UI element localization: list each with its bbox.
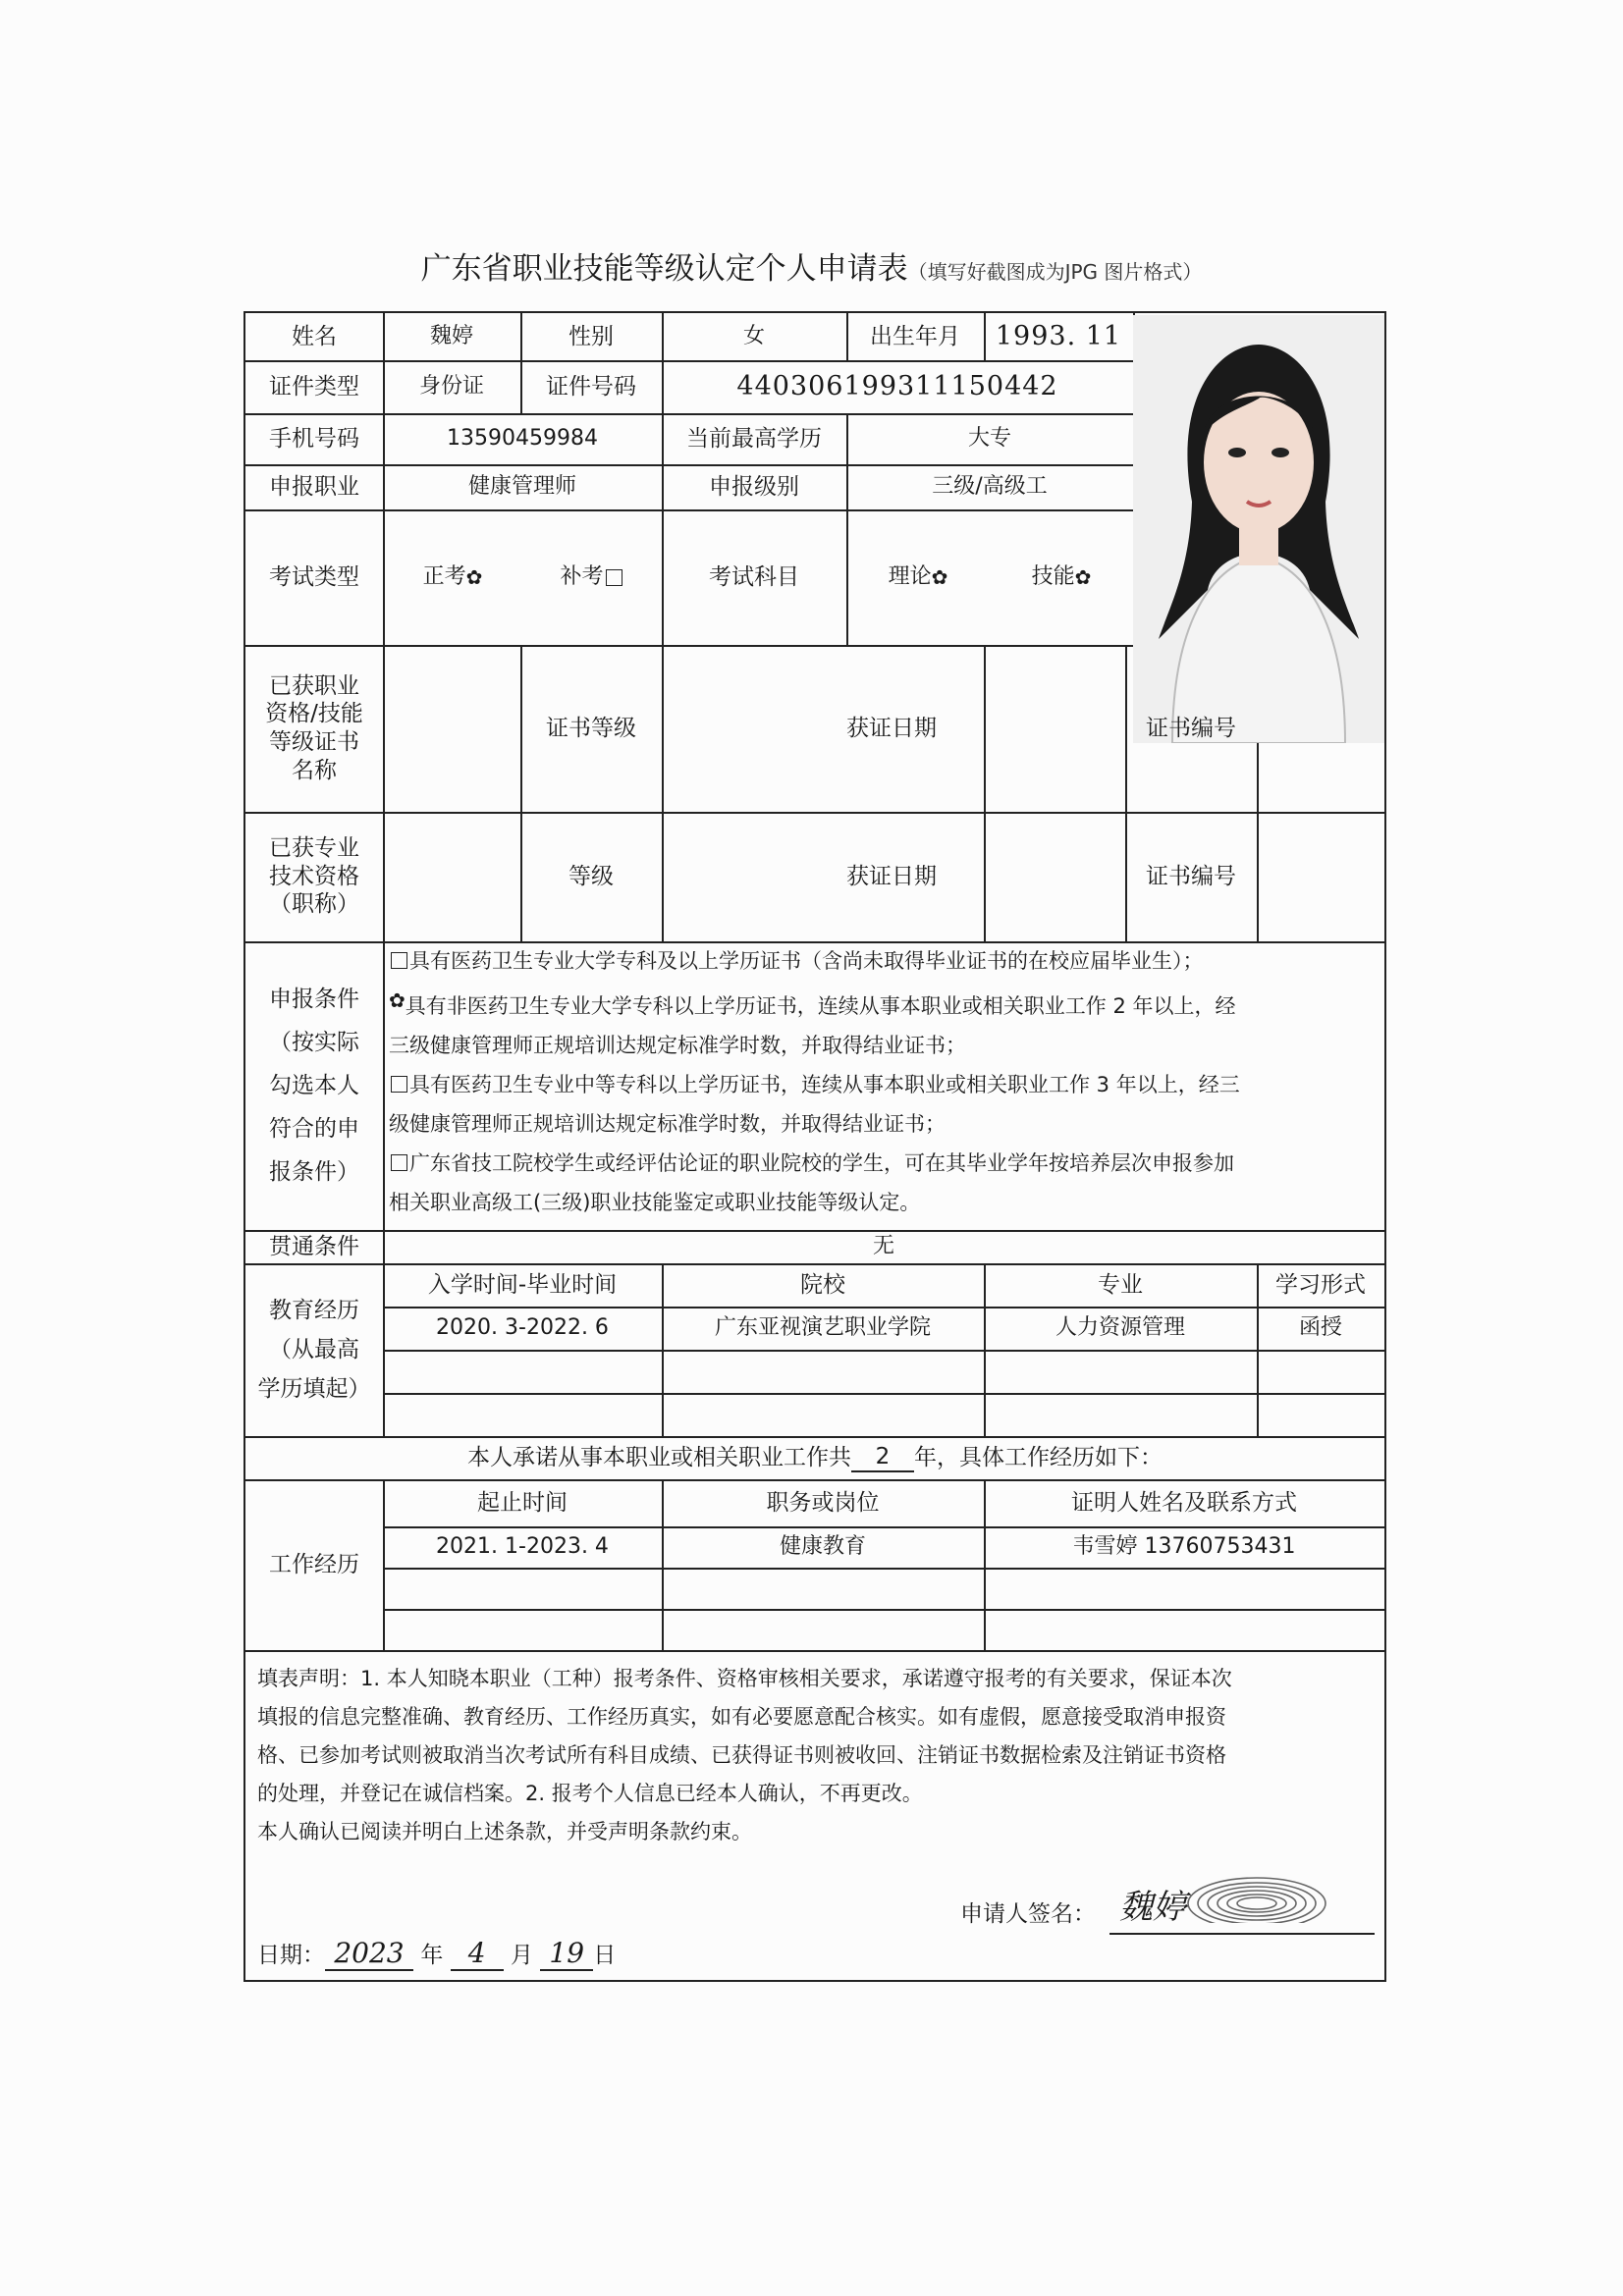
label-pro-date: 获证日期 [846, 863, 937, 889]
condition-item-4[interactable] [389, 1144, 1380, 1183]
label-id-type: 证件类型 [269, 373, 359, 400]
condition-text: 三级健康管理师正规培训达规定标准学时数，并取得结业证书； [389, 1034, 966, 1057]
label-education [245, 1263, 383, 1436]
date-year[interactable]: 2023 [325, 1937, 413, 1971]
work-row-3-period[interactable] [383, 1609, 662, 1650]
title-note: （填写好截图成为JPG 图片格式） [907, 260, 1203, 284]
work-row-2-period[interactable] [383, 1568, 662, 1609]
edu-header-school: 院校 [800, 1271, 845, 1298]
condition-text: 级健康管理师正规培训达规定标准学时数，并取得结业证书； [389, 1112, 946, 1136]
label-line: 符合的申 [269, 1116, 359, 1142]
declaration-line: 格、已参加考试则被取消当次考试所有科目成绩、已获得证书则被收回、注销证书数据检索及注销证书资格 [257, 1743, 1226, 1767]
pro-date-field[interactable] [984, 812, 1125, 941]
declaration-text [257, 1660, 1367, 1851]
value-through[interactable]: 无 [872, 1234, 894, 1259]
work-row-1-position[interactable]: 健康教育 [779, 1534, 866, 1560]
label-exam-type: 考试类型 [269, 563, 359, 590]
edu-row-2-major[interactable] [984, 1350, 1257, 1393]
label-line: 申报条件 [269, 987, 359, 1012]
work-row-3-reference[interactable] [984, 1609, 1384, 1650]
edu-row-3-school[interactable] [662, 1393, 984, 1436]
value-id-type[interactable]: 身份证 [418, 374, 484, 400]
date-row [257, 1937, 616, 1971]
value-id-no[interactable]: 440306199311150442 [736, 371, 1058, 402]
declaration-line: 填报的信息完整准确、教育经历、工作经历真实，如有必要愿意配合核实。如有虚假，愿意接受取消申报资 [257, 1705, 1226, 1729]
checkbox-empty-icon [391, 952, 407, 969]
form-table [243, 311, 1386, 1982]
label-pro-grade: 等级 [568, 863, 614, 889]
edu-row-1-major[interactable]: 人力资源管理 [1055, 1315, 1185, 1341]
label-level: 申报级别 [709, 473, 799, 500]
condition-item-3[interactable] [389, 1065, 1380, 1104]
condition-item-4-cont [389, 1183, 1380, 1222]
label-line: 名称 [292, 757, 337, 783]
condition-item-2-cont [389, 1026, 1380, 1065]
label-line: （从最高 [269, 1337, 359, 1362]
work-row-2-reference[interactable] [984, 1568, 1384, 1609]
cert-grade-field[interactable] [662, 645, 799, 812]
form-title [0, 243, 1623, 288]
pro-no-field[interactable] [1257, 812, 1384, 941]
cert-date-field[interactable] [984, 645, 1125, 812]
value-phone[interactable]: 13590459984 [447, 426, 598, 452]
label-line: 已获专业 [269, 834, 359, 861]
date-year-unit: 年 [420, 1943, 444, 1968]
conditions-list [389, 941, 1380, 1222]
edu-row-2-school[interactable] [662, 1350, 984, 1393]
condition-item-2[interactable] [389, 981, 1380, 1026]
checked-mark-icon: ✿ [1074, 564, 1092, 589]
exam-skill-label: 技能 [1031, 564, 1075, 590]
commitment-years[interactable]: 2 [851, 1443, 914, 1473]
label-through: 贯通条件 [269, 1233, 359, 1259]
checked-mark-icon: ✿ [465, 564, 483, 589]
value-occupation[interactable]: 健康管理师 [467, 474, 576, 500]
work-header-reference: 证明人姓名及联系方式 [1071, 1489, 1297, 1516]
value-name[interactable]: 魏婷 [429, 324, 473, 349]
edu-row-3-period[interactable] [383, 1393, 662, 1436]
work-row-3-position[interactable] [662, 1609, 984, 1650]
label-line: 资格/技能 [265, 701, 363, 727]
edu-row-1-mode[interactable]: 函授 [1298, 1315, 1342, 1341]
checkbox-empty-icon [606, 569, 622, 586]
exam-theory-option[interactable] [846, 509, 990, 645]
signature-value: 魏婷 [1119, 1888, 1186, 1927]
date-month-unit: 月 [510, 1943, 533, 1968]
label-line: 已获职业 [269, 672, 359, 699]
exam-skill-option[interactable] [990, 509, 1133, 645]
commitment-prefix: 本人承诺从事本职业或相关职业工作共 [467, 1444, 851, 1470]
checkbox-empty-icon [391, 1076, 407, 1093]
label-conditions [245, 941, 383, 1230]
exam-theory-label: 理论 [888, 564, 932, 590]
label-id-no: 证件号码 [546, 373, 636, 400]
title-text: 广东省职业技能等级认定个人申请表 [420, 251, 908, 287]
label-edu: 当前最高学历 [686, 425, 822, 452]
label-line: 等级证书 [269, 729, 359, 755]
label-occupation: 申报职业 [269, 473, 359, 500]
edu-row-2-mode[interactable] [1257, 1350, 1384, 1393]
pro-grade-field[interactable] [662, 812, 799, 941]
work-row-1-reference[interactable]: 韦雪婷 13760753431 [1072, 1534, 1296, 1560]
edu-row-1-period[interactable]: 2020. 3-2022. 6 [436, 1315, 609, 1341]
label-cert-block [245, 645, 383, 812]
label-line: 报条件） [269, 1159, 359, 1185]
date-day[interactable]: 19 [540, 1937, 593, 1971]
declaration-line: 本人确认已阅读并明白上述条款，并受声明条款约束。 [257, 1820, 752, 1843]
label-birth: 出生年月 [870, 323, 960, 349]
value-edu[interactable]: 大专 [967, 426, 1011, 452]
declaration-line: 的处理，并登记在诚信档案。2. 报考个人信息已经本人确认，不再更改。 [257, 1782, 923, 1805]
edu-header-period: 入学时间-毕业时间 [427, 1271, 618, 1298]
edu-row-1-school[interactable]: 广东亚视演艺职业学院 [714, 1315, 931, 1341]
cert-no-field[interactable] [1257, 645, 1384, 812]
label-exam-subject: 考试科目 [709, 563, 799, 590]
date-label: 日期： [257, 1943, 325, 1968]
condition-item-1[interactable] [389, 941, 1380, 981]
label-line: （按实际 [269, 1030, 359, 1055]
condition-text: 具有医药卫生专业中等专科以上学历证书，连续从事本职业或相关职业工作 3 年以上，经三 [409, 1073, 1240, 1096]
label-phone: 手机号码 [269, 425, 359, 452]
value-gender[interactable]: 女 [742, 324, 765, 349]
exam-regular-label: 正考 [422, 564, 466, 590]
label-cert-no: 证书编号 [1146, 715, 1236, 741]
condition-text: 广东省技工院校学生或经评估论证的职业院校的学生，可在其毕业学年按培养层次申报参加 [409, 1151, 1234, 1175]
checked-mark-icon: ✿ [931, 564, 948, 589]
checked-mark-icon: ✿ [389, 988, 406, 1012]
date-month[interactable]: 4 [451, 1937, 504, 1971]
label-line: 学历填起） [257, 1376, 371, 1402]
exam-makeup-label: 补考 [560, 564, 604, 590]
label-gender: 性别 [568, 323, 614, 349]
value-level[interactable]: 三级/高级工 [932, 474, 1048, 500]
label-line: 教育经历 [269, 1298, 359, 1323]
date-day-unit: 日 [593, 1943, 617, 1968]
label-name: 姓名 [292, 323, 337, 349]
commitment-row [245, 1436, 1384, 1479]
condition-text: 相关职业高级工(三级)职业技能鉴定或职业技能等级认定。 [389, 1191, 921, 1214]
work-header-period: 起止时间 [477, 1489, 568, 1516]
work-row-2-position[interactable] [662, 1568, 984, 1609]
value-birth[interactable]: 1993. 11 [995, 321, 1122, 352]
exam-regular-option[interactable] [383, 509, 522, 645]
label-work: 工作经历 [269, 1551, 359, 1577]
edu-header-mode: 学习形式 [1275, 1271, 1366, 1298]
signature-label: 申请人签名： [960, 1901, 1096, 1927]
checkbox-empty-icon [391, 1154, 407, 1171]
declaration-line: 填表声明：1. 本人知晓本职业（工种）报考条件、资格审核相关要求，承诺遵守报考的有关要求，保证本次 [257, 1667, 1232, 1690]
label-pro-block [245, 812, 383, 941]
label-line: 技术资格 [269, 863, 359, 889]
edu-header-major: 专业 [1098, 1271, 1143, 1298]
label-line: （职称） [269, 891, 359, 918]
condition-text: 具有非医药卫生专业大学专科以上学历证书，连续从事本职业或相关职业工作 2 年以上，经 [405, 994, 1236, 1018]
label-cert-date: 获证日期 [846, 715, 937, 741]
condition-item-3-cont [389, 1104, 1380, 1144]
pro-title-field[interactable] [383, 812, 520, 941]
exam-makeup-option[interactable] [522, 509, 662, 645]
signature-field[interactable] [1109, 1880, 1375, 1935]
edu-row-3-major[interactable] [984, 1393, 1257, 1436]
commitment-suffix: 年，具体工作经历如下： [914, 1444, 1163, 1470]
label-pro-no: 证书编号 [1146, 863, 1236, 889]
edu-row-3-mode[interactable] [1257, 1393, 1384, 1436]
edu-row-2-period[interactable] [383, 1350, 662, 1393]
label-line: 勾选本人 [269, 1073, 359, 1098]
work-row-1-period[interactable]: 2021. 1-2023. 4 [436, 1534, 609, 1560]
work-header-position: 职务或岗位 [766, 1489, 880, 1516]
condition-text: 具有医药卫生专业大学专科及以上学历证书（含尚未取得毕业证书的在校应届毕业生）； [409, 949, 1204, 973]
label-cert-grade: 证书等级 [546, 715, 636, 741]
cert-name-field[interactable] [383, 645, 520, 812]
